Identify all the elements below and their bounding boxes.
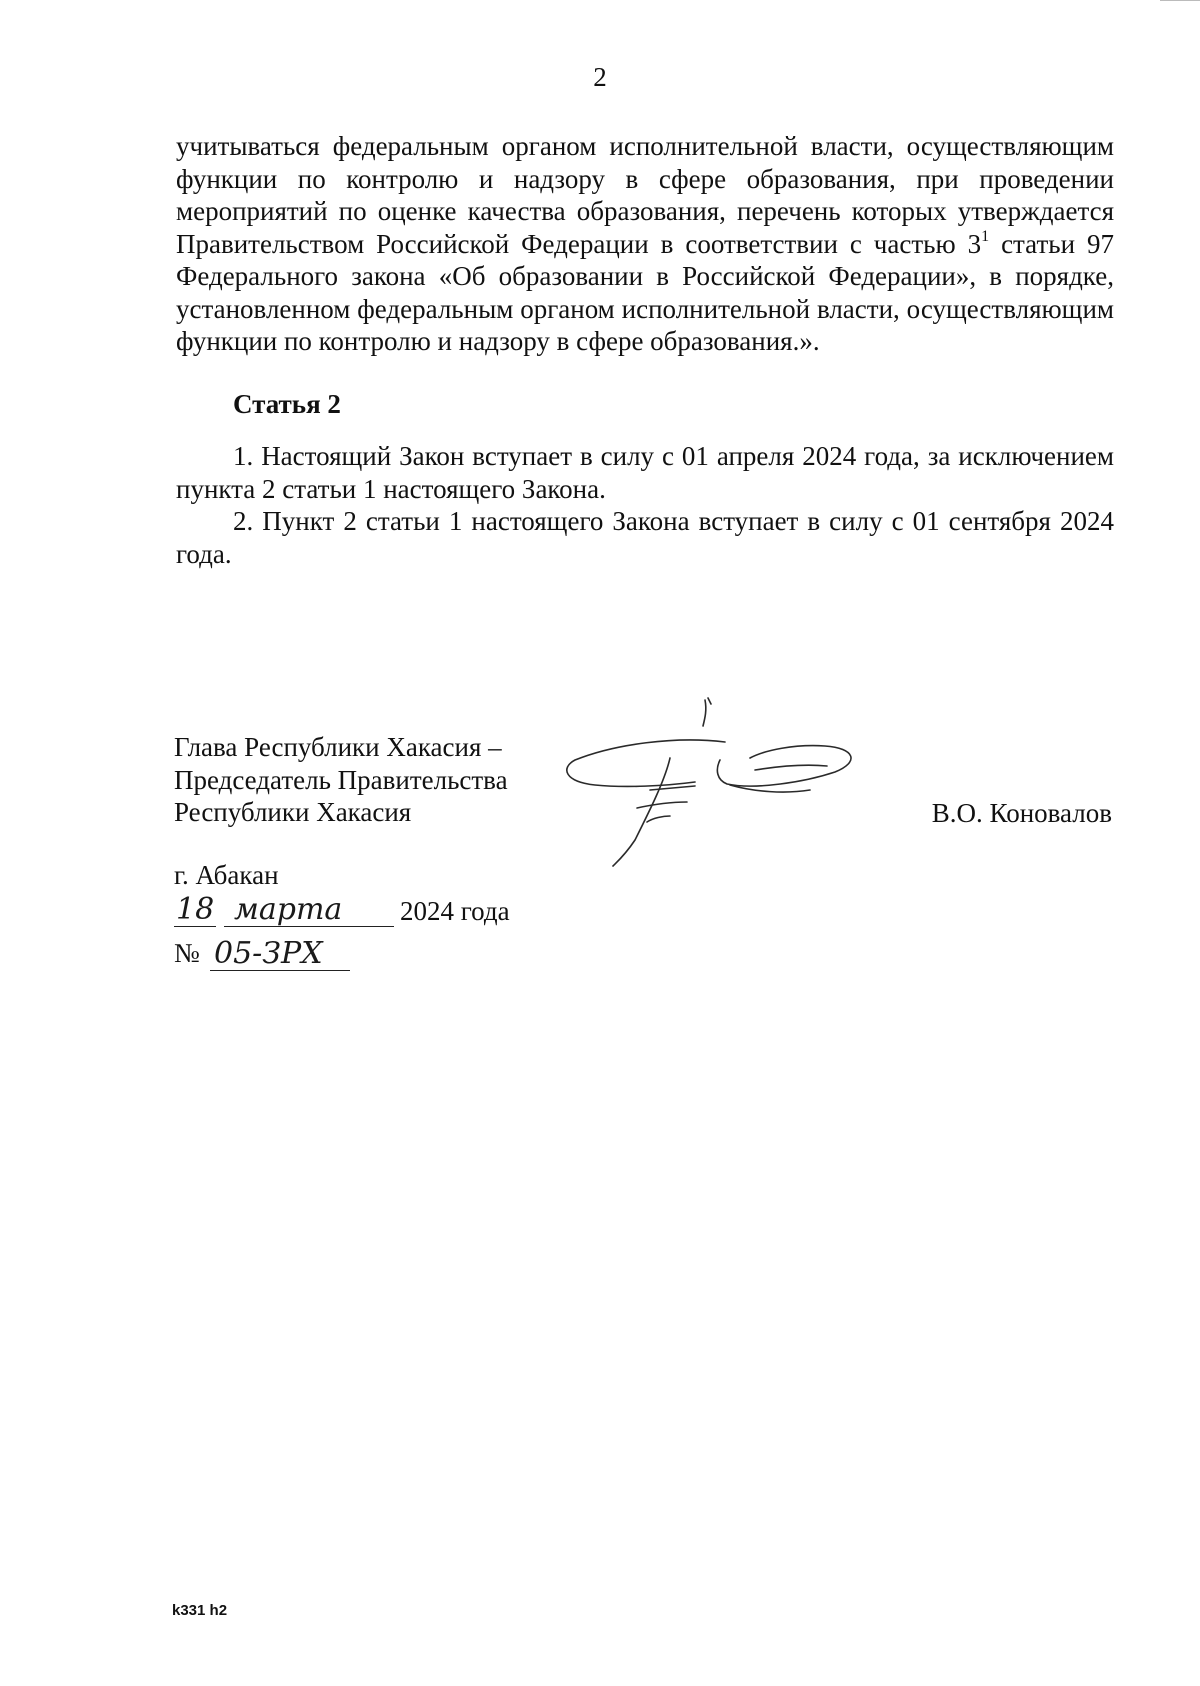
article-heading: Статья 2 bbox=[233, 389, 341, 419]
handwritten-number: 05-ЗРХ bbox=[214, 936, 323, 971]
clause-1: 1. Настоящий Закон вступает в силу с 01 апреля 2024 года, за исключением пункта 2 статьи 1 настоящего Закона. bbox=[176, 441, 1114, 504]
clause-2: 2. Пункт 2 статьи 1 настоящего Закона вступает в силу с 01 сентября 2024 года. bbox=[176, 506, 1114, 569]
intro-text-part-2: статьи 97 Федерального закона «Об образовании в Российской Федерации», в порядке, установленном федеральным органом исполнительной власти, осуществляющим функции по контролю и надзору в сфере образования.». bbox=[176, 228, 1114, 356]
issue-place: г. Абакан bbox=[174, 860, 279, 890]
article-clauses bbox=[176, 440, 1114, 570]
intro-text-part-1: учитываться федеральным органом исполнительной власти, осуществляющим функции по контролю и надзору в сфере образования, при проведении мероприятий по оценке качества образования, перечень которых утверждается Правительством Российской Федерации в соответствии с частью 3 bbox=[176, 131, 1114, 259]
page-number: 2 bbox=[593, 62, 607, 92]
handwritten-signature bbox=[555, 690, 905, 870]
scan-edge-mark bbox=[1160, 0, 1200, 7]
signatory-title-line: Республики Хакасия bbox=[174, 797, 412, 827]
handwritten-month: марта bbox=[234, 892, 343, 927]
signatory-title bbox=[174, 731, 508, 829]
signatory-title-line: Председатель Правительства bbox=[174, 764, 508, 795]
signatory-title-line: Глава Республики Хакасия – bbox=[174, 732, 502, 762]
superscript-index: 1 bbox=[981, 227, 990, 245]
month-blank-line bbox=[224, 926, 394, 927]
number-sign: № bbox=[174, 938, 200, 968]
issue-year: 2024 года bbox=[400, 896, 510, 926]
footer-code: k331 h2 bbox=[172, 1602, 228, 1619]
number-blank-line bbox=[210, 970, 350, 971]
day-blank-line bbox=[174, 926, 216, 927]
intro-paragraph bbox=[176, 130, 1114, 358]
handwritten-day: 18 bbox=[176, 892, 215, 927]
signer-name: В.О. Коновалов bbox=[931, 798, 1112, 828]
